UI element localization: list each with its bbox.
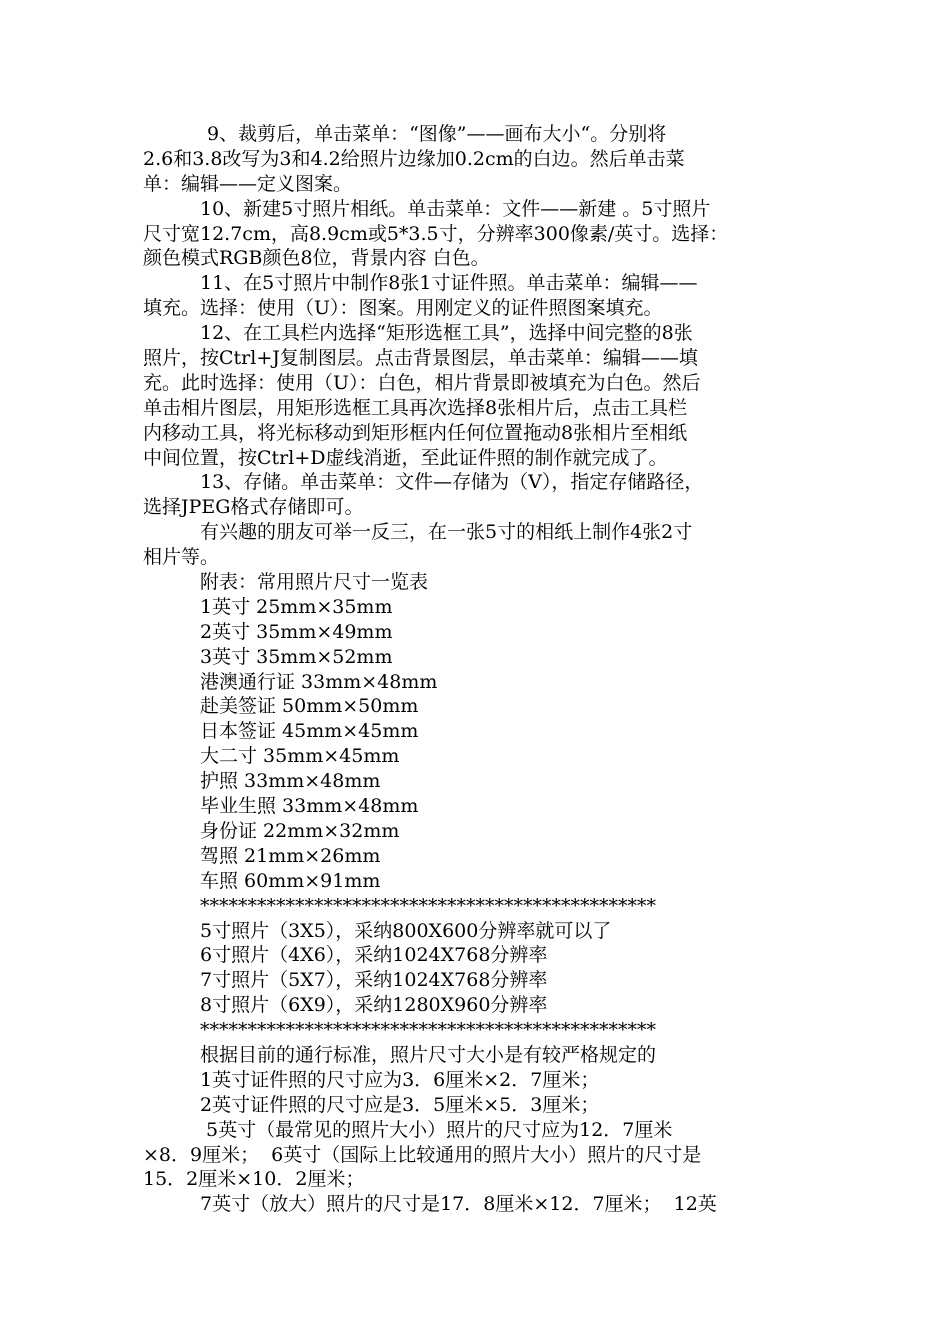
text-line: 照片，按Ctrl+J复制图层。点击背景图层，单击菜单：编辑——填 bbox=[143, 347, 698, 370]
text-line: 5寸照片（3X5），采纳800X600分辨率就可以了 bbox=[200, 919, 612, 942]
text-line: 12、在工具栏内选择“矩形选框工具”，选择中间完整的8张 bbox=[200, 322, 693, 345]
text-line: 单：编辑——定义图案。 bbox=[143, 172, 353, 195]
text-line: 10、新建5寸照片相纸。单击菜单：文件——新建 。5寸照片 bbox=[200, 197, 711, 220]
text-line: 单击相片图层，用矩形选框工具再次选择8张相片后，点击工具栏 bbox=[143, 396, 688, 419]
text-line: 根据目前的通行标准，照片尺寸大小是有较严格规定的 bbox=[200, 1043, 657, 1066]
text-line: 日本签证 45mm×45mm bbox=[200, 720, 419, 743]
text-line: 有兴趣的朋友可举一反三，在一张5寸的相纸上制作4张2寸 bbox=[200, 521, 693, 544]
text-line: 填充。选择：使用（U）：图案。用刚定义的证件照图案填充。 bbox=[143, 297, 663, 320]
text-line: 3英寸 35mm×52mm bbox=[200, 645, 393, 668]
text-line: 1英寸证件照的尺寸应为3．6厘米×2．7厘米； bbox=[200, 1068, 600, 1091]
text-line: 附表：常用照片尺寸一览表 bbox=[200, 571, 429, 594]
text-line: 护照 33mm×48mm bbox=[200, 770, 381, 793]
text-line: 身份证 22mm×32mm bbox=[200, 819, 400, 842]
text-line: ************************************************ bbox=[200, 1019, 656, 1042]
text-line: 7寸照片（5X7），采纳1024X768分辨率 bbox=[200, 969, 548, 992]
text-line: 选择JPEG格式存储即可。 bbox=[143, 496, 364, 519]
document-body bbox=[143, 122, 813, 1217]
text-line: 大二寸 35mm×45mm bbox=[200, 745, 400, 768]
text-line: 驾照 21mm×26mm bbox=[200, 844, 381, 867]
text-line: 15．2厘米×10．2厘米； bbox=[143, 1168, 365, 1191]
text-line: 颜色模式RGB颜色8位，背景内容 白色。 bbox=[143, 247, 490, 270]
text-line: 赴美签证 50mm×50mm bbox=[200, 695, 419, 718]
text-line: 充。此时选择：使用（U）：白色，相片背景即被填充为白色。然后 bbox=[143, 371, 701, 394]
text-line: 9、裁剪后，单击菜单：“图像”——画布大小“。分别将 bbox=[207, 123, 667, 145]
text-line: ************************************************ bbox=[200, 894, 656, 917]
text-line: 2英寸 35mm×49mm bbox=[200, 620, 393, 643]
text-line: 8寸照片（6X9），采纳1280X960分辨率 bbox=[200, 994, 548, 1017]
text-line: 毕业生照 33mm×48mm bbox=[200, 795, 419, 818]
text-line: 中间位置，按Ctrl+D虚线消逝，至此证件照的制作就完成了。 bbox=[143, 446, 668, 469]
text-line: 车照 60mm×91mm bbox=[200, 869, 381, 892]
text-line: 2英寸证件照的尺寸应是3．5厘米×5．3厘米； bbox=[200, 1093, 600, 1116]
text-line: 尺寸宽12.7cm，高8.9cm或5*3.5寸，分辨率300像素/英寸。选择： bbox=[143, 222, 729, 245]
text-line: 6寸照片（4X6），采纳1024X768分辨率 bbox=[200, 944, 548, 967]
text-line: 11、在5寸照片中制作8张1寸证件照。单击菜单：编辑—— bbox=[200, 272, 698, 295]
text-line: 7英寸（放大）照片的尺寸是17．8厘米×12．7厘米； 12英 bbox=[200, 1193, 717, 1216]
text-line: 5英寸（最常见的照片大小）照片的尺寸应为12．7厘米 bbox=[200, 1118, 673, 1141]
text-line: 13、存储。单击菜单：文件—存储为（V），指定存储路径， bbox=[200, 471, 704, 494]
text-line: 1英寸 25mm×35mm bbox=[200, 595, 393, 618]
text-line: 2.6和3.8改写为3和4.2给照片边缘加0.2cm的白边。然后单击菜 bbox=[143, 147, 685, 170]
text-line: 相片等。 bbox=[143, 546, 220, 569]
text-line: 内移动工具，将光标移动到矩形框内任何位置拖动8张相片至相纸 bbox=[143, 421, 688, 444]
text-line: 港澳通行证 33mm×48mm bbox=[200, 670, 438, 693]
text-line: ×8．9厘米； 6英寸（国际上比较通用的照片大小）照片的尺寸是 bbox=[143, 1143, 702, 1166]
